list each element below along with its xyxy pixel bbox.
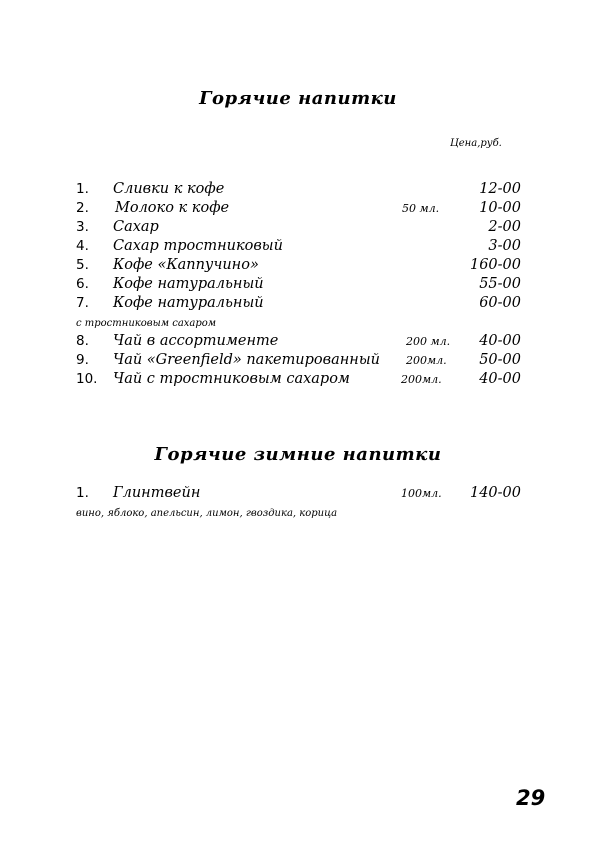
item-name: Молоко к кофе	[115, 200, 230, 216]
item-price: 160-00	[469, 257, 521, 273]
section-title-hot-drinks: Горячие напитки	[199, 88, 397, 109]
price-column-caption: Цена,руб.	[450, 138, 502, 149]
menu-item	[0, 275, 596, 294]
item-number: 9.	[76, 352, 89, 368]
page-number: 29	[516, 786, 546, 810]
menu-item	[0, 294, 596, 313]
item-volume: 200 мл.	[406, 335, 451, 348]
item-number: 2.	[76, 200, 89, 216]
menu-item	[0, 180, 596, 199]
item-price: 3-00	[488, 238, 521, 254]
item-price: 50-00	[479, 352, 521, 368]
item-number: 6.	[76, 276, 89, 292]
item-note: с тростниковым сахаром	[76, 318, 217, 329]
item-name: Сливки к кофе	[113, 181, 225, 197]
item-price: 10-00	[479, 200, 521, 216]
item-number: 1.	[76, 485, 89, 501]
item-volume: 200мл.	[406, 354, 447, 367]
item-number: 3.	[76, 219, 89, 235]
item-name: Сахар	[113, 219, 159, 235]
item-price: 12-00	[479, 181, 521, 197]
item-name: Чай с тростниковым сахаром	[113, 371, 350, 387]
item-name: Сахар тростниковый	[113, 238, 283, 254]
menu-item	[0, 484, 596, 503]
item-volume: 50 мл.	[402, 202, 440, 215]
item-number: 4.	[76, 238, 89, 254]
item-price: 40-00	[479, 333, 521, 349]
item-number: 7.	[76, 295, 89, 311]
menu-item	[0, 351, 596, 370]
item-price: 55-00	[479, 276, 521, 292]
item-name: Кофе натуральный	[113, 276, 264, 292]
menu-item	[0, 332, 596, 351]
item-number: 1.	[76, 181, 89, 197]
menu-item	[0, 370, 596, 389]
item-price: 60-00	[479, 295, 521, 311]
item-volume: 100мл.	[401, 487, 442, 500]
item-number: 8.	[76, 333, 89, 349]
item-number: 5.	[76, 257, 89, 273]
item-name: Чай в ассортименте	[113, 333, 279, 349]
item-number: 10.	[76, 371, 98, 387]
item-price: 40-00	[479, 371, 521, 387]
item-name: Кофе «Каппучино»	[113, 257, 259, 273]
menu-item	[0, 256, 596, 275]
item-price: 2-00	[488, 219, 521, 235]
item-price: 140-00	[469, 485, 521, 501]
item-name: Глинтвейн	[113, 485, 201, 501]
menu-item	[0, 199, 596, 218]
item-note: вино, яблоко, апельсин, лимон, гвоздика, корица	[76, 508, 338, 519]
menu-item	[0, 237, 596, 256]
item-name: Кофе натуральный	[113, 295, 264, 311]
section-title-winter-drinks: Горячие зимние напитки	[154, 444, 442, 465]
menu-item	[0, 218, 596, 237]
item-volume: 200мл.	[401, 373, 442, 386]
item-name: Чай «Greenfield» пакетированный	[113, 352, 380, 368]
